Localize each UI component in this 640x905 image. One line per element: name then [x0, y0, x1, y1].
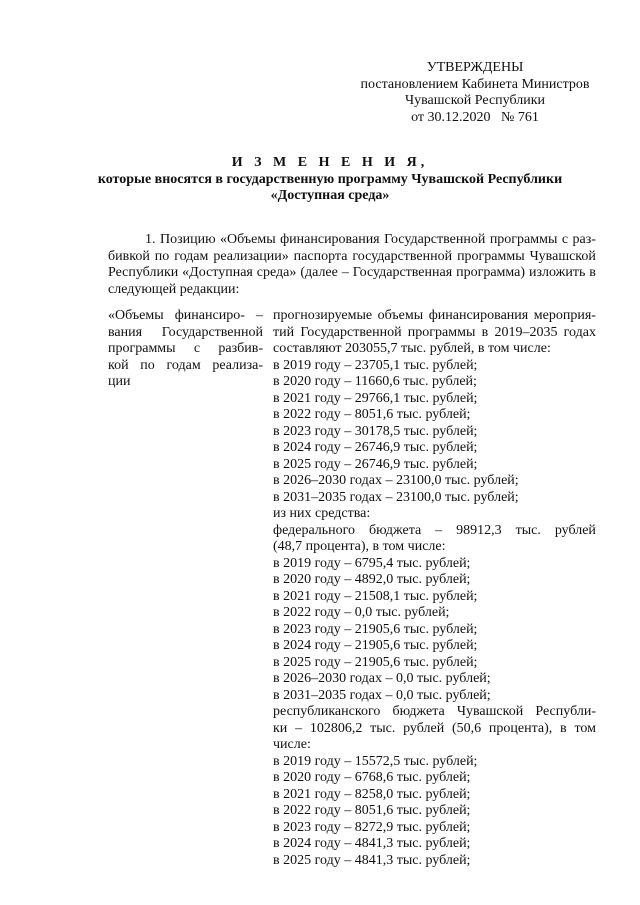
right-cell-word: в 2023 году – 8272,9 тыс. рублей; — [273, 819, 471, 835]
right-cell-word: в 2022 году – 0,0 тыс. рублей; — [273, 605, 450, 620]
intro-paragraph-word: программы — [457, 248, 525, 264]
intro-paragraph-word: раз- — [572, 232, 596, 247]
right-cell-line — [273, 440, 596, 457]
right-cell-word: процента), — [488, 720, 553, 736]
right-cell-word: тыс. — [370, 720, 396, 736]
intro-paragraph-word: Государственная — [352, 265, 453, 280]
right-cell-word: мероприя- — [533, 308, 596, 323]
right-cell-line — [273, 638, 596, 655]
right-cell-line — [273, 754, 596, 771]
right-cell-line — [273, 605, 596, 622]
right-cell-line — [273, 490, 596, 507]
left-cell-word: по — [140, 357, 155, 373]
right-cell-word: ки — [273, 720, 288, 736]
right-cell-line — [273, 787, 596, 804]
left-cell-line — [108, 325, 263, 342]
intro-paragraph-word: изложить — [529, 265, 586, 280]
right-cell-word: в 2021 году – 21508,1 тыс. рублей; — [273, 588, 478, 604]
right-cell-word: 2019–2035 — [494, 324, 558, 340]
right-cell-line — [273, 704, 596, 721]
right-cell-word: в 2022 году – 8051,6 тыс. рублей; — [273, 407, 471, 422]
right-cell-line — [273, 308, 596, 325]
right-cell-line — [273, 506, 596, 523]
intro-paragraph-word: Республики — [108, 265, 179, 280]
right-cell-word: Чувашской — [456, 704, 524, 719]
left-cell-word: финансиро- — [174, 308, 245, 323]
intro-paragraph-word: в — [589, 265, 596, 280]
title-subtitle-line-1: которые вносятся в государственную программу Чувашской Республики — [97, 171, 563, 187]
right-cell-line — [273, 572, 596, 589]
left-cell-word: разбив- — [218, 341, 263, 356]
right-cell-word: бюджета — [392, 704, 445, 719]
right-cell-word: (50,6 — [451, 720, 482, 736]
right-cell-line — [273, 853, 596, 870]
intro-paragraph-word: реализации» — [213, 248, 289, 264]
intro-paragraph-line — [108, 249, 596, 266]
intro-paragraph-word: Чувашской — [529, 248, 596, 264]
left-cell-word: «Объемы — [108, 308, 164, 323]
right-cell-line — [273, 391, 596, 408]
right-cell-word: в — [481, 324, 489, 340]
right-cell-line — [273, 655, 596, 672]
right-cell-word: в 2022 году – 8051,6 тыс. рублей; — [273, 803, 471, 818]
right-cell-word: годах — [563, 324, 596, 340]
approval-authority: постановлением Кабинета Министров — [360, 76, 590, 92]
right-cell-word: рублей — [403, 720, 445, 736]
left-cell-line — [108, 341, 263, 358]
intro-paragraph-line — [108, 282, 596, 299]
right-cell-word: в 2024 году – 21905,6 тыс. рублей; — [273, 638, 478, 653]
left-cell-line — [108, 308, 263, 325]
intro-paragraph-word: Государственной — [384, 232, 486, 247]
approval-block — [355, 60, 595, 126]
right-cell-word: составляют 203055,7 тыс. рублей, в том числе: — [273, 341, 551, 356]
right-cell-word: объемы — [377, 308, 424, 323]
approval-heading: УТВЕРЖДЕНЫ — [426, 60, 524, 75]
right-cell-line — [273, 622, 596, 639]
intro-paragraph-word: годам — [174, 248, 209, 264]
left-cell-word: Государственной — [161, 324, 263, 340]
left-cell-line — [108, 374, 263, 391]
intro-paragraph-word: (далее — [300, 265, 338, 280]
right-cell-line — [273, 325, 596, 342]
right-cell-line — [273, 473, 596, 490]
right-cell-word: в 2031–2035 годах – 0,0 тыс. рублей; — [273, 687, 491, 703]
right-cell-word: в 2020 году – 4892,0 тыс. рублей; — [273, 572, 471, 587]
left-cell-word: годам — [166, 357, 201, 373]
right-cell-word: тыс. — [515, 522, 541, 538]
right-cell-line — [273, 424, 596, 441]
approval-date: от 30.12.2020 — [411, 109, 491, 125]
right-cell-line — [273, 836, 596, 853]
left-cell-word: кой — [108, 357, 129, 373]
right-cell-word: рублей — [554, 522, 596, 538]
right-cell-word: Республи- — [535, 704, 596, 719]
right-cell-word: в 2023 году – 30178,5 тыс. рублей; — [273, 423, 478, 439]
title-subtitle-line-2: «Доступная среда» — [270, 188, 390, 203]
right-cell-word: в 2019 году – 15572,5 тыс. рублей; — [273, 753, 478, 769]
intro-paragraph-word: Позицию — [159, 232, 216, 247]
right-cell-word: Государственной — [300, 324, 402, 340]
right-cell-word: в 2026–2030 годах – 23100,0 тыс. рублей; — [273, 473, 519, 488]
right-cell-word: республиканского — [273, 704, 381, 719]
right-cell-word: в 2019 году – 23705,1 тыс. рублей; — [273, 357, 478, 373]
intro-paragraph-word: программа) — [456, 265, 526, 280]
right-cell-line — [273, 457, 596, 474]
right-cell-word: в 2025 году – 4841,3 тыс. рублей; — [273, 852, 471, 868]
left-cell-line — [108, 358, 263, 375]
right-cell-line — [273, 737, 596, 754]
right-cell-word: – — [435, 522, 443, 538]
intro-paragraph-word: 1. — [145, 232, 156, 247]
intro-paragraph-word: «Доступная — [182, 265, 253, 280]
right-cell-word: в 2021 году – 8258,0 тыс. рублей; — [273, 786, 471, 802]
right-cell-word: в 2024 году – 4841,3 тыс. рублей; — [273, 836, 471, 851]
right-cell-line — [273, 721, 596, 738]
right-cell-word: в 2025 году – 26746,9 тыс. рублей; — [273, 456, 478, 472]
right-cell-word: тий — [273, 324, 295, 340]
left-cell-word: вания — [108, 324, 143, 340]
table-right-cell — [273, 308, 596, 869]
right-cell-word: том — [574, 720, 596, 736]
right-cell-line — [273, 523, 596, 540]
right-cell-line — [273, 820, 596, 837]
right-cell-word: (48,7 процента), в том числе: — [273, 539, 446, 554]
right-cell-word: в — [560, 720, 567, 736]
right-cell-word: в 2024 году – 26746,9 тыс. рублей; — [273, 440, 478, 455]
approval-date-number — [355, 110, 595, 127]
right-cell-word: в 2031–2035 годах – 23100,0 тыс. рублей; — [273, 489, 519, 505]
right-cell-line — [273, 374, 596, 391]
intro-paragraph-word: «Объемы — [220, 232, 276, 247]
right-cell-line — [273, 803, 596, 820]
right-cell-word: 98912,3 — [456, 522, 502, 538]
intro-paragraph-word: – — [341, 265, 349, 280]
right-cell-word: в 2023 году – 21905,6 тыс. рублей; — [273, 621, 478, 637]
left-cell-word: программы — [108, 341, 176, 356]
right-cell-word: в 2025 году – 21905,6 тыс. рублей; — [273, 654, 478, 670]
right-cell-word: в 2019 году – 6795,4 тыс. рублей; — [273, 555, 471, 571]
right-cell-word: в 2026–2030 годах – 0,0 тыс. рублей; — [273, 671, 491, 686]
intro-paragraph-word: программы — [489, 232, 558, 247]
left-cell-word: ции — [108, 374, 131, 389]
title-main: И З М Е Н Е Н И Я, — [231, 155, 429, 170]
right-cell-line — [273, 407, 596, 424]
approval-region: Чувашской Республики — [404, 93, 546, 108]
right-cell-word: программы — [407, 324, 476, 340]
right-cell-line — [273, 589, 596, 606]
intro-paragraph-word: следующей редакции: — [108, 281, 240, 297]
intro-paragraph-word: среда» — [256, 265, 297, 280]
intro-paragraph — [108, 232, 596, 298]
right-cell-line — [273, 341, 596, 358]
intro-paragraph-word: по — [154, 248, 170, 264]
intro-paragraph-line — [108, 232, 596, 249]
intro-paragraph-word: государственной — [352, 248, 453, 264]
right-cell-word: прогнозируемые — [273, 308, 373, 323]
left-cell-word: реализа- — [212, 357, 263, 373]
right-cell-line — [273, 358, 596, 375]
right-cell-line — [273, 671, 596, 688]
document-title — [60, 155, 600, 205]
left-cell-word: с — [193, 341, 201, 356]
right-cell-line — [273, 556, 596, 573]
right-cell-word: финансирования — [428, 308, 529, 323]
intro-paragraph-word: финансирования — [280, 232, 380, 247]
right-cell-word: бюджета — [369, 522, 422, 538]
intro-paragraph-line — [108, 265, 596, 282]
intro-paragraph-word: паспорта — [293, 248, 348, 264]
right-cell-word: в 2020 году – 6768,6 тыс. рублей; — [273, 770, 471, 785]
approval-number: № 761 — [501, 109, 539, 125]
right-cell-word: в 2021 году – 29766,1 тыс. рублей; — [273, 390, 478, 406]
right-cell-word: – — [295, 720, 303, 736]
right-cell-line — [273, 770, 596, 787]
right-cell-line — [273, 539, 596, 556]
table-left-cell — [108, 308, 263, 391]
right-cell-word: 102806,2 — [309, 720, 363, 736]
right-cell-line — [273, 688, 596, 705]
right-cell-word: из них средства: — [273, 506, 371, 521]
left-cell-word: – — [256, 308, 263, 323]
right-cell-word: в 2020 году – 11660,6 тыс. рублей; — [273, 374, 477, 389]
right-cell-word: числе: — [273, 737, 311, 752]
intro-paragraph-word: с — [561, 232, 569, 247]
intro-paragraph-word: бивкой — [108, 248, 150, 264]
right-cell-word: федерального — [273, 522, 356, 538]
